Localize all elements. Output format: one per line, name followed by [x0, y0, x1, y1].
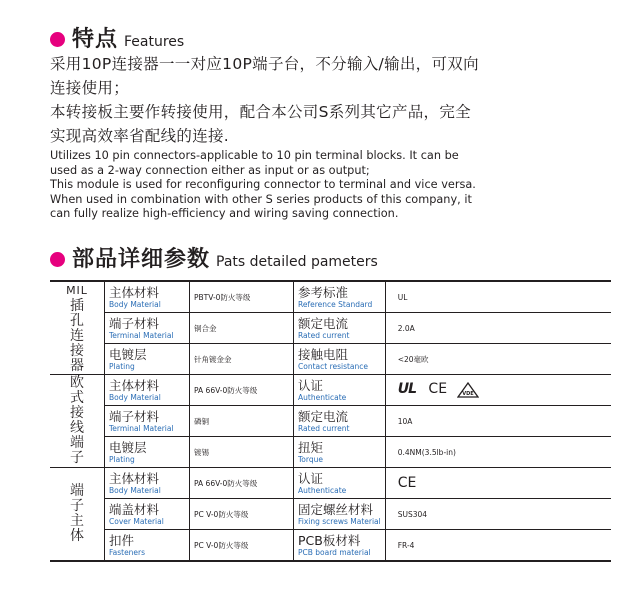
param-value: PC V-0防火等级: [190, 530, 294, 562]
en-line: used as a 2-way connection either as input or as output;: [50, 163, 370, 177]
param-value: PBTV-0防火等级: [190, 281, 294, 313]
certification-marks: [385, 468, 611, 499]
param-name: 固定螺丝材料 Fixing screws Material: [294, 499, 386, 530]
ul-mark-icon: UL: [397, 380, 417, 397]
en-line: When used in combination with other S series products of this company, it: [50, 192, 472, 206]
table-row: [50, 530, 611, 562]
param-name: PCB板材料 PCB board material: [294, 530, 386, 562]
param-value: 铜合金: [190, 313, 294, 344]
vde-mark-icon: [457, 382, 479, 400]
param-name: 参考标准 Reference Standard: [294, 281, 386, 313]
svg-text:VDE: VDE: [462, 390, 475, 397]
features-en-paragraph: [50, 149, 520, 222]
group-label-euro-terminal: 欧式接线端子: [50, 375, 105, 468]
table-row: [50, 313, 611, 344]
group-label-mil-connector: MIL 插孔连接器: [50, 281, 105, 375]
features-heading: [50, 22, 184, 53]
table-row: [50, 437, 611, 468]
param-name: 端子材料 Terminal Material: [105, 406, 190, 437]
features-cn-paragraph: [50, 52, 570, 148]
param-name: 扭矩 Torque: [294, 437, 386, 468]
param-name: 接触电阻 Contact resistance: [294, 344, 386, 375]
param-value: 针角镀金金: [190, 344, 294, 375]
parameters-table: [50, 280, 611, 562]
table-row: [50, 281, 611, 313]
param-name: 额定电流 Rated current: [294, 406, 386, 437]
cn-line: 实现高效率省配线的连接.: [50, 127, 230, 145]
param-value: 0.4NM(3.5lb-in): [385, 437, 611, 468]
param-name: 认证 Authenticate: [294, 375, 386, 406]
group-label-terminal-body: 端子主体: [50, 468, 105, 562]
features-title-en: Features: [124, 34, 185, 50]
param-value: 2.0A: [385, 313, 611, 344]
cn-line: 连接使用；: [50, 79, 130, 97]
parts-title-cn: 部品详细参数: [72, 247, 211, 272]
param-name: 主体材料 Body Material: [105, 281, 190, 313]
param-name: 额定电流 Rated current: [294, 313, 386, 344]
bullet-dot-icon: [50, 252, 65, 267]
en-line: This module is used for reconfiguring connector to terminal and vice versa.: [50, 178, 476, 191]
table-row: [50, 406, 611, 437]
param-name: 主体材料 Body Material: [105, 468, 190, 499]
param-value: SUS304: [385, 499, 611, 530]
parts-title-en: Pats detailed pameters: [216, 254, 378, 270]
cn-line: 本转接板主要作转接使用，配合本公司S系列其它产品，完全: [50, 103, 471, 121]
param-name: 端子材料 Terminal Material: [105, 313, 190, 344]
param-value: 磷铜: [190, 406, 294, 437]
en-line: Utilizes 10 pin connectors-applicable to 10 pin terminal blocks. It can be: [50, 149, 459, 162]
ce-mark-icon: CE: [428, 380, 448, 397]
param-value: FR-4: [385, 530, 611, 562]
en-line: can fully realize high-efficiency and wiring saving connection.: [50, 207, 399, 220]
param-value: <20毫欧: [385, 344, 611, 375]
certification-marks: [385, 375, 611, 406]
param-name: 主体材料 Body Material: [105, 375, 190, 406]
param-value: 10A: [385, 406, 611, 437]
table-row: [50, 468, 611, 499]
table-row: [50, 344, 611, 375]
cn-line: 采用10P连接器一一对应10P端子台，不分输入/输出，可双向: [50, 55, 479, 73]
param-name: 端盖材料 Cover Material: [105, 499, 190, 530]
param-value: PA 66V-0防火等级: [190, 468, 294, 499]
param-name: 电镀层 Plating: [105, 344, 190, 375]
bullet-dot-icon: [50, 32, 65, 47]
param-value: UL: [385, 281, 611, 313]
param-value: PC V-0防火等级: [190, 499, 294, 530]
param-name: 电镀层 Plating: [105, 437, 190, 468]
parts-heading: [50, 242, 378, 273]
param-name: 认证 Authenticate: [294, 468, 386, 499]
features-title-cn: 特点: [72, 27, 119, 52]
param-value: 镀锡: [190, 437, 294, 468]
param-name: 扣件 Fasteners: [105, 530, 190, 562]
table-row: [50, 375, 611, 406]
table-row: [50, 499, 611, 530]
ce-mark-icon: CE: [397, 475, 417, 491]
param-value: PA 66V-0防火等级: [190, 375, 294, 406]
